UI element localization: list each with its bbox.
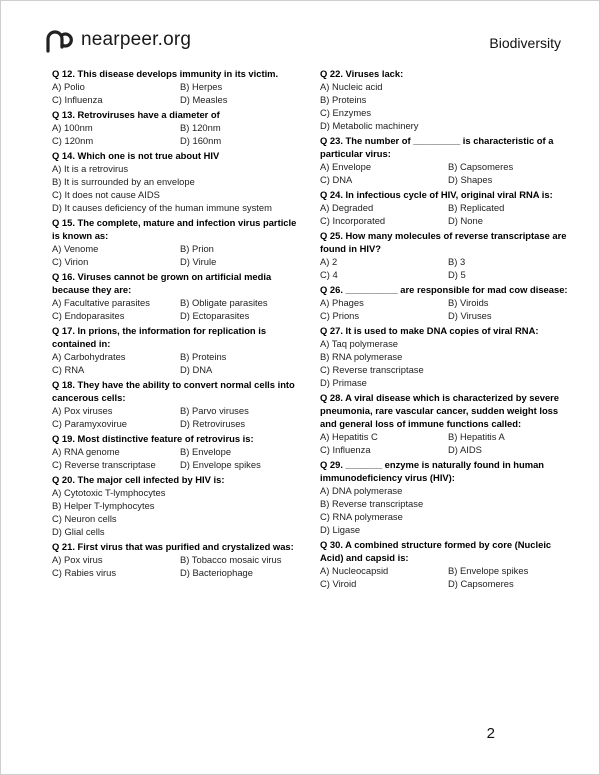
answer-option: B) Envelope xyxy=(180,446,232,457)
answer-option: A) 2 xyxy=(320,256,338,267)
option-row xyxy=(52,93,304,106)
answer-option: A) Taq polymerase xyxy=(320,338,398,349)
option-row xyxy=(52,309,304,322)
answer-option: C) Paramyxovirue xyxy=(52,418,128,429)
answer-option: D) 5 xyxy=(448,269,466,280)
question-block xyxy=(320,324,572,389)
option-row xyxy=(52,134,304,147)
brand-logo xyxy=(45,27,191,53)
question-block xyxy=(52,149,304,214)
option-row xyxy=(320,173,572,186)
answer-option: B) Capsomeres xyxy=(448,161,514,172)
answer-option: A) It is a retrovirus xyxy=(52,163,129,174)
answer-option: C) 120nm xyxy=(52,135,94,146)
answer-option: D) Metabolic machinery xyxy=(320,120,419,131)
option-row xyxy=(320,309,572,322)
option-row xyxy=(52,458,304,471)
answer-option: D) Ligase xyxy=(320,524,361,535)
answer-option: B) Helper T-lymphocytes xyxy=(52,500,155,511)
option-row xyxy=(52,242,304,255)
answer-option: C) Viroid xyxy=(320,578,357,589)
question-block xyxy=(320,188,572,227)
option-row xyxy=(320,255,572,268)
answer-option: C) Endoparasites xyxy=(52,310,125,321)
option-row xyxy=(320,296,572,309)
question-text: Q 30. A combined structure formed by core (Nucleic Acid) and capsid is: xyxy=(320,539,552,563)
question-block xyxy=(52,473,304,538)
answer-option: C) Influenza xyxy=(320,444,371,455)
question-block xyxy=(52,216,304,268)
answer-option: A) Facultative parasites xyxy=(52,297,150,308)
question-text: Q 23. The number of _________ is characteristic of a particular virus: xyxy=(320,135,554,159)
answer-option: D) 160nm xyxy=(180,135,222,146)
question-block xyxy=(52,108,304,147)
answer-option: C) RNA xyxy=(52,364,85,375)
question-text: Q 17. In prions, the information for replication is contained in: xyxy=(52,325,267,349)
question-text: Q 18. They have the ability to convert normal cells into cancerous cells: xyxy=(52,379,295,403)
answer-option: B) Replicated xyxy=(448,202,505,213)
option-row xyxy=(52,404,304,417)
answer-option: B) RNA polymerase xyxy=(320,351,403,362)
answer-option: D) Viruses xyxy=(448,310,492,321)
answer-option: A) Venome xyxy=(52,243,99,254)
question-text: Q 26. __________ are responsible for mad cow disease: xyxy=(320,284,568,295)
answer-option: A) Nucleocapsid xyxy=(320,565,389,576)
option-row xyxy=(320,430,572,443)
page-number: 2 xyxy=(486,725,495,742)
question-block xyxy=(320,229,572,281)
answer-option: D) Bacteriophage xyxy=(180,567,253,578)
answer-option: C) DNA xyxy=(320,174,353,185)
option-row xyxy=(52,417,304,430)
option-row xyxy=(52,553,304,566)
answer-option: C) Influenza xyxy=(52,94,103,105)
answer-option: D) Capsomeres xyxy=(448,578,514,589)
answer-option: B) Viroids xyxy=(448,297,489,308)
question-block xyxy=(52,270,304,322)
answer-option: C) Neuron cells xyxy=(52,513,117,524)
question-block xyxy=(52,324,304,376)
answer-option: D) Glial cells xyxy=(52,526,105,537)
answer-option: B) Hepatitis A xyxy=(448,431,505,442)
answer-option: A) Pox virus xyxy=(52,554,103,565)
answer-option: D) Ectoparasites xyxy=(180,310,250,321)
question-text: Q 29. _______ enzyme is naturally found in human immunodeficiency virus (HIV): xyxy=(320,459,545,483)
question-text: Q 21. First virus that was purified and crystalized was: xyxy=(52,541,294,552)
answer-option: A) Carbohydrates xyxy=(52,351,126,362)
question-block xyxy=(320,134,572,186)
question-text: Q 16. Viruses cannot be grown on artificial media because they are: xyxy=(52,271,272,295)
option-row xyxy=(52,445,304,458)
answer-option: B) Prion xyxy=(180,243,214,254)
answer-option: D) Envelope spikes xyxy=(180,459,261,470)
answer-option: B) Reverse transcriptase xyxy=(320,498,424,509)
answer-option: B) Parvo viruses xyxy=(180,405,249,416)
answer-option: D) Primase xyxy=(320,377,367,388)
answer-option: C) Reverse transcriptase xyxy=(52,459,156,470)
option-row xyxy=(320,268,572,281)
answer-option: D) None xyxy=(448,215,483,226)
question-text: Q 24. In infectious cycle of HIV, original viral RNA is: xyxy=(320,189,553,200)
answer-option: A) RNA genome xyxy=(52,446,120,457)
answer-option: C) RNA polymerase xyxy=(320,511,403,522)
question-text: Q 20. The major cell infected by HIV is: xyxy=(52,474,225,485)
option-row xyxy=(52,363,304,376)
brand-name: nearpeer.org xyxy=(81,29,192,50)
option-row xyxy=(320,201,572,214)
answer-option: A) Cytotoxic T-lymphocytes xyxy=(52,487,166,498)
question-block xyxy=(320,458,572,536)
option-row xyxy=(52,296,304,309)
nearpeer-logo-icon xyxy=(45,27,75,53)
question-block xyxy=(52,540,304,579)
answer-option: B) Tobacco mosaic virus xyxy=(180,554,282,565)
answer-option: B) It is surrounded by an envelope xyxy=(52,176,195,187)
question-block xyxy=(320,283,572,322)
question-text: Q 28. A viral disease which is characterized by severe pneumonia, rare vascular cancer, sudden weight loss and general loss of immune functions called: xyxy=(320,392,560,429)
answer-option: C) Incorporated xyxy=(320,215,386,226)
option-row xyxy=(320,443,572,456)
answer-option: D) Shapes xyxy=(448,174,493,185)
answer-option: A) Envelope xyxy=(320,161,372,172)
answer-option: A) DNA polymerase xyxy=(320,485,403,496)
answer-option: C) Reverse transcriptase xyxy=(320,364,424,375)
answer-option: D) Retroviruses xyxy=(180,418,246,429)
option-row xyxy=(52,80,304,93)
answer-option: C) It does not cause AIDS xyxy=(52,189,160,200)
right-column xyxy=(320,65,572,590)
answer-option: C) Virion xyxy=(52,256,89,267)
answer-option: B) Herpes xyxy=(180,81,223,92)
question-block xyxy=(52,378,304,430)
option-row xyxy=(320,214,572,227)
question-block xyxy=(52,67,304,106)
answer-option: B) 3 xyxy=(448,256,466,267)
answer-option: A) Polio xyxy=(52,81,85,92)
question-text: Q 13. Retroviruses have a diameter of xyxy=(52,109,220,120)
answer-option: C) Rabies virus xyxy=(52,567,117,578)
question-block xyxy=(52,432,304,471)
answer-option: D) DNA xyxy=(180,364,213,375)
answer-option: B) Proteins xyxy=(320,94,367,105)
answer-option: C) Prions xyxy=(320,310,360,321)
question-text: Q 19. Most distinctive feature of retrovirus is: xyxy=(52,433,254,444)
answer-option: D) AIDS xyxy=(448,444,482,455)
answer-option: B) 120nm xyxy=(180,122,221,133)
option-row xyxy=(52,350,304,363)
answer-option: A) Pox viruses xyxy=(52,405,113,416)
answer-option: D) Virule xyxy=(180,256,217,267)
answer-option: A) 100nm xyxy=(52,122,93,133)
answer-option: B) Obligate parasites xyxy=(180,297,268,308)
question-text: Q 22. Viruses lack: xyxy=(320,68,404,79)
question-block xyxy=(320,391,572,456)
question-block xyxy=(320,538,572,590)
option-row xyxy=(320,577,572,590)
answer-option: A) Hepatitis C xyxy=(320,431,378,442)
answer-option: C) 4 xyxy=(320,269,338,280)
question-text: Q 12. This disease develops immunity in its victim. xyxy=(52,68,279,79)
answer-option: B) Proteins xyxy=(180,351,227,362)
option-row xyxy=(320,160,572,173)
answer-option: A) Phages xyxy=(320,297,364,308)
answer-option: B) Envelope spikes xyxy=(448,565,529,576)
question-text: Q 27. It is used to make DNA copies of viral RNA: xyxy=(320,325,539,336)
option-row xyxy=(320,564,572,577)
question-text: Q 25. How many molecules of reverse transcriptase are found in HIV? xyxy=(320,230,567,254)
answer-option: C) Enzymes xyxy=(320,107,372,118)
answer-option: D) Measles xyxy=(180,94,228,105)
option-row xyxy=(52,566,304,579)
answer-option: A) Degraded xyxy=(320,202,374,213)
question-text: Q 15. The complete, mature and infection virus particle is known as: xyxy=(52,217,297,241)
option-row xyxy=(52,121,304,134)
left-column xyxy=(52,65,304,579)
question-text: Q 14. Which one is not true about HIV xyxy=(52,150,220,161)
option-row xyxy=(52,255,304,268)
subject-title: Biodiversity xyxy=(489,35,561,51)
question-block xyxy=(320,67,572,132)
answer-option: D) It causes deficiency of the human immune system xyxy=(52,202,272,213)
answer-option: A) Nucleic acid xyxy=(320,81,383,92)
